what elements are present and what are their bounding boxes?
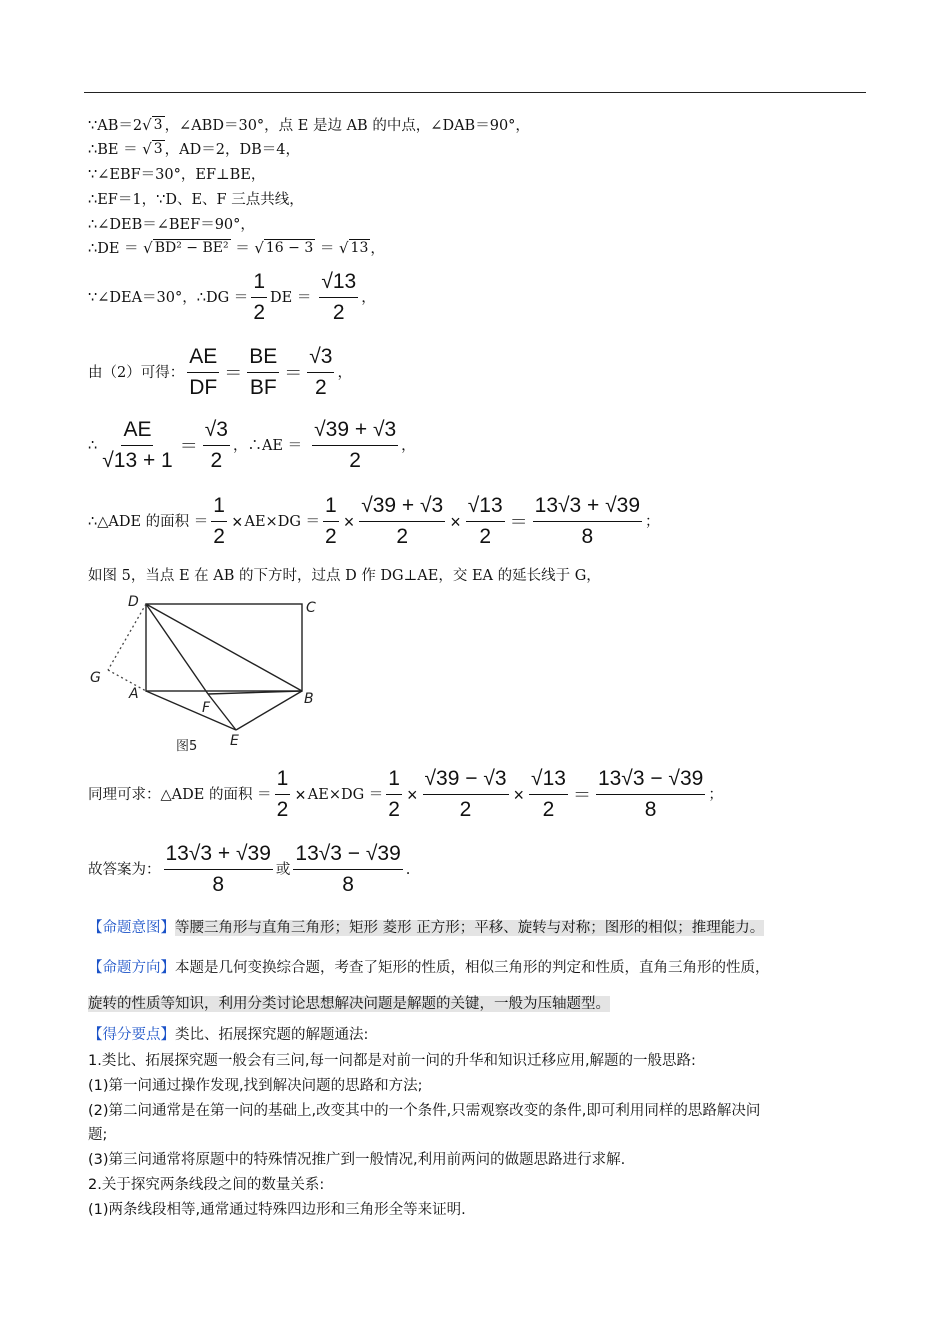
segment-be	[236, 691, 302, 730]
label-c: C	[306, 600, 316, 616]
point-1-2: (2)第二问通常是在第一问的基础上,改变其中的一个条件,只需观察改变的条件,即可利用同样的思路解决问	[88, 1103, 761, 1119]
segment-ae	[146, 691, 236, 730]
point-1-3: (3)第三问通常将原题中的特殊情况推广到一般情况,利用前两问的做题思路进行求解.	[88, 1152, 626, 1168]
line-5: ∴∠DEB＝∠BEF＝90°，	[88, 217, 255, 233]
line-6: ∴DE ＝ √ BD² − BE² ＝ √ 16 − 3 ＝ √ 13 ，	[88, 239, 385, 257]
segment-df	[146, 604, 208, 694]
intent-label: 【命题意图】	[88, 920, 175, 936]
line-11: 如图 5，当点 E 在 AB 的下方时，过点 D 作 DG⊥AE，交 EA 的延长线于 G，	[88, 568, 601, 584]
line-9: ∴ $\frac{AE}{√13 + 1}$ ＝ $\frac{√3}{2}$ ，∴AE ＝ $\frac{√39 + √3}{2}$ ，	[88, 418, 416, 472]
line-1: ∵AB＝2 √ 3 ，∠ABD＝30°，点 E 是边 AB 的中点，∠DAB＝90°，	[88, 116, 530, 134]
point-1-1: (1)第一问通过操作发现,找到解决问题的思路和方法;	[88, 1078, 423, 1094]
point-1: 1.类比、拓展探究题一般会有三问,每一问都是对前一问的升华和知识迁移应用,解题的一般思路:	[88, 1053, 696, 1069]
line-4: ∴EF＝1，∵D、E、F 三点共线，	[88, 192, 304, 208]
intent-text: 等腰三角形与直角三角形；矩形 菱形 正方形；平移、旋转与对称；图形的相似；推理能力。	[175, 920, 765, 936]
intent-paragraph	[88, 918, 764, 938]
label-e: E	[230, 733, 239, 749]
segment-db	[146, 604, 302, 691]
point-2-1: (1)两条线段相等,通常通过特殊四边形和三角形全等来证明.	[88, 1202, 466, 1218]
direction-label: 【命题方向】	[88, 960, 175, 976]
label-a: A	[129, 686, 139, 702]
figure-caption: 图5	[176, 739, 198, 754]
line-3: ∵∠EBF＝30°，EF⊥BE，	[88, 167, 266, 183]
line-8: 由（2）可得： $\frac{AE}{DF}$ ＝ $\frac{BE}{BF}$ ＝ $\frac{√3}{2}$ ，	[88, 345, 352, 399]
line-2: ∴BE ＝ √ 3 ，AD＝2，DB＝4，	[88, 140, 301, 158]
point-2: 2.关于探究两条线段之间的数量关系:	[88, 1177, 325, 1193]
segment-ga-dashed	[108, 670, 146, 691]
line-12: 同理可求：△ADE 的面积 ＝ $\frac{1}{2}$ × AE×DG ＝ $\frac{1}{2}$ × $\frac{√39 - √3}{2}$ × $\frac{√13}{2}$ ＝ $\frac{13√3 - √39}{8}$ ；	[88, 767, 723, 821]
label-f: F	[202, 700, 211, 716]
score-label: 【得分要点】	[88, 1027, 175, 1043]
label-d: D	[128, 594, 139, 610]
label-b: B	[304, 691, 314, 707]
header-rule	[84, 92, 866, 93]
line-10: ∴△ADE 的面积 ＝ $\frac{1}{2}$ × AE×DG ＝ $\frac{1}{2}$ × $\frac{√39 + √3}{2}$ × $\frac{√13}{2}$ ＝ $\frac{13√3 + √39}{8}$ ；	[88, 494, 660, 548]
line-7: ∵∠DEA＝30°，∴DG ＝ $\frac{1}{2}$ DE ＝ $\frac{√13}{2}$ ，	[88, 270, 376, 324]
point-1-2-cont: 题;	[88, 1127, 108, 1143]
score-paragraph: 【得分要点】类比、拓展探究题的解题通法:	[88, 1027, 369, 1043]
line-13: 故答案为： $\frac{13√3 + √39}{8}$ 或 $\frac{13√3 - √39}{8}$ .	[88, 842, 411, 896]
direction-paragraph-2: 旋转的性质等知识，利用分类讨论思想解决问题是解题的关键，一般为压轴题型。	[88, 996, 610, 1012]
figure-5	[86, 590, 326, 760]
direction-paragraph: 【命题方向】本题是几何变换综合题，考查了矩形的性质，相似三角形的判定和性质，直角三角形的性质，	[88, 960, 770, 976]
label-g: G	[90, 670, 101, 686]
segment-dg-dashed	[108, 604, 146, 670]
